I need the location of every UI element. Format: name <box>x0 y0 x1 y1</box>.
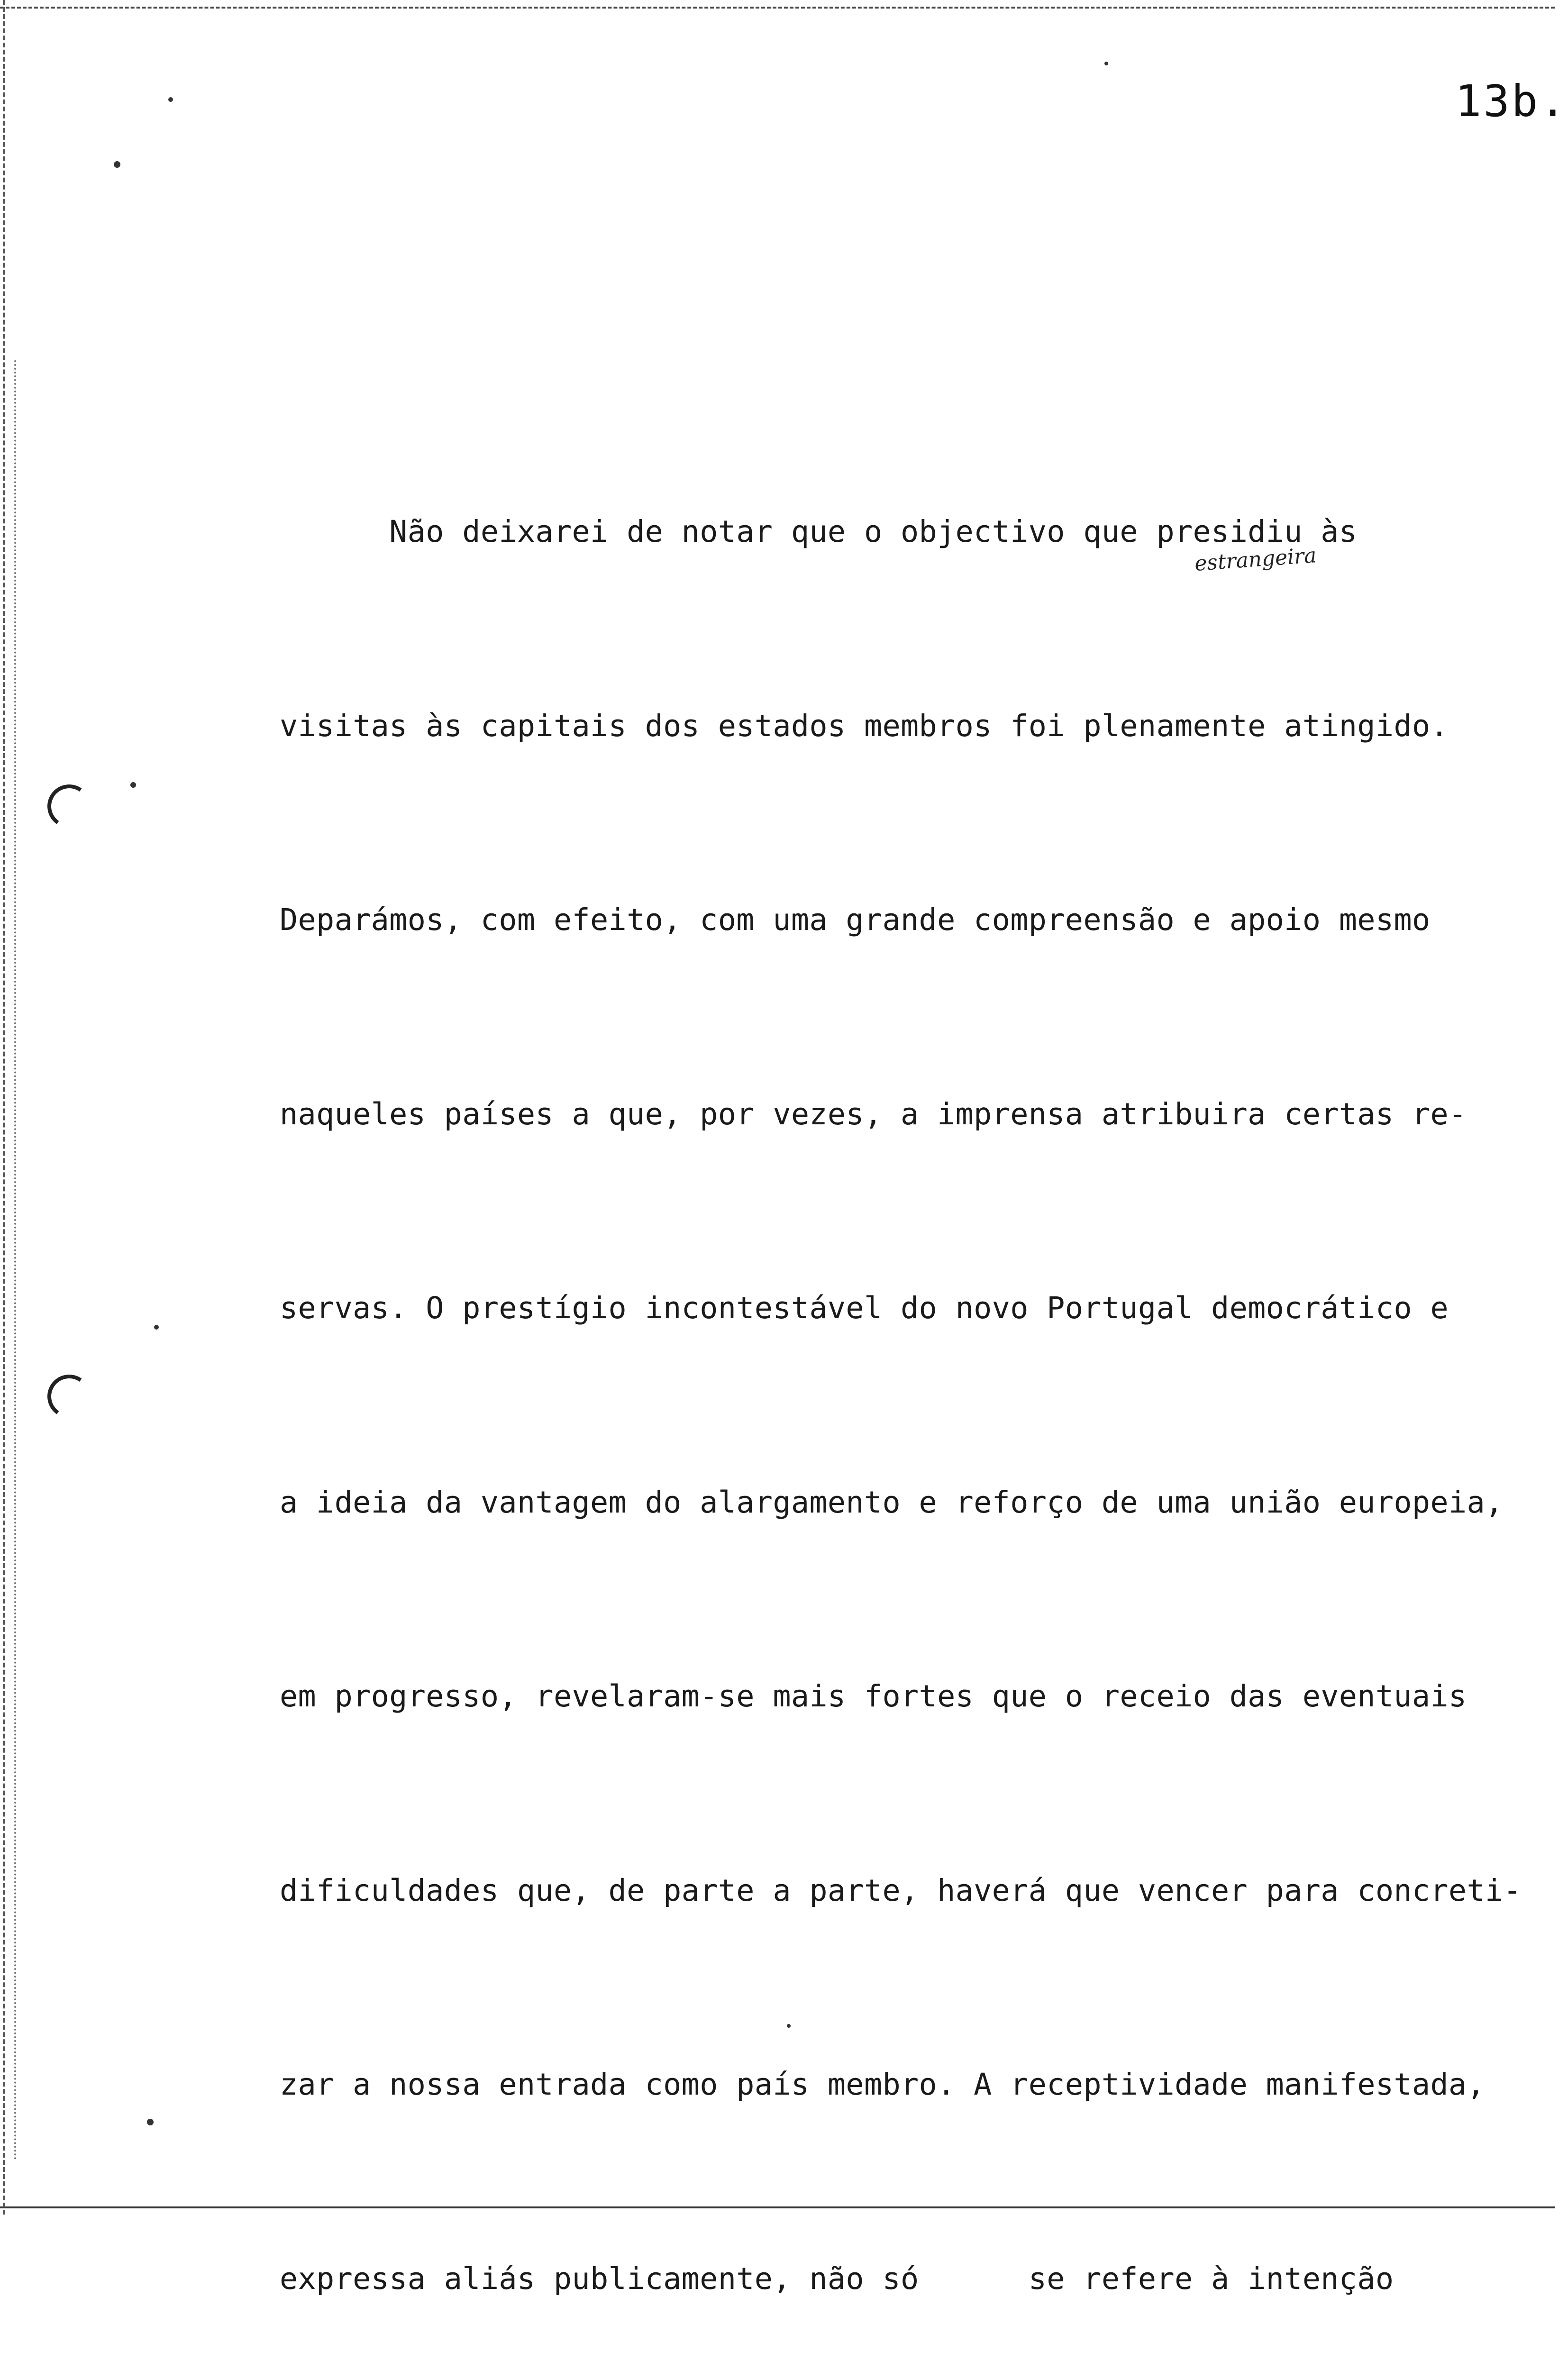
text-line: expressa aliás publicamente, não só se refere à intenção <box>280 2261 1394 2296</box>
left-edge-dots <box>14 360 16 2161</box>
punch-hole <box>44 1371 95 1422</box>
text-line: dificuldades que, de parte a parte, haverá que vencer para concreti- <box>280 1872 1522 1908</box>
text-line: a ideia da vantagem do alargamento e reforço de uma união europeia, <box>280 1484 1504 1520</box>
body-text <box>280 370 1559 2370</box>
handwritten-annotation: estrangeira <box>1194 543 1317 576</box>
left-edge-dashes <box>3 0 5 2215</box>
text-line: em progresso, revelaram-se mais fortes que o receio das eventuais <box>280 1678 1467 1714</box>
text-line: Deparámos, com efeito, com uma grande compreensão e apoio mesmo <box>280 902 1431 937</box>
text-line: visitas às capitais dos estados membros foi plenamente atingido. <box>280 708 1449 743</box>
speck <box>147 2119 154 2125</box>
speck <box>114 161 120 168</box>
text-line: naqueles países a que, por vezes, a imprensa atribuira certas re- <box>280 1096 1467 1131</box>
speck <box>1104 62 1108 65</box>
punch-hole <box>44 781 95 832</box>
top-border <box>0 7 1555 9</box>
speck <box>130 782 136 788</box>
speck <box>154 1325 159 1330</box>
text-line: zar a nossa entrada como país membro. A receptividade manifestada, <box>280 2067 1485 2102</box>
text-line: servas. O prestígio incontestável do novo Portugal democrático e <box>280 1290 1449 1325</box>
text-line: Não deixarei de notar que o objectivo que presidiu às <box>280 514 1358 549</box>
page-number: 13b. <box>1455 76 1568 127</box>
speck <box>168 97 173 102</box>
